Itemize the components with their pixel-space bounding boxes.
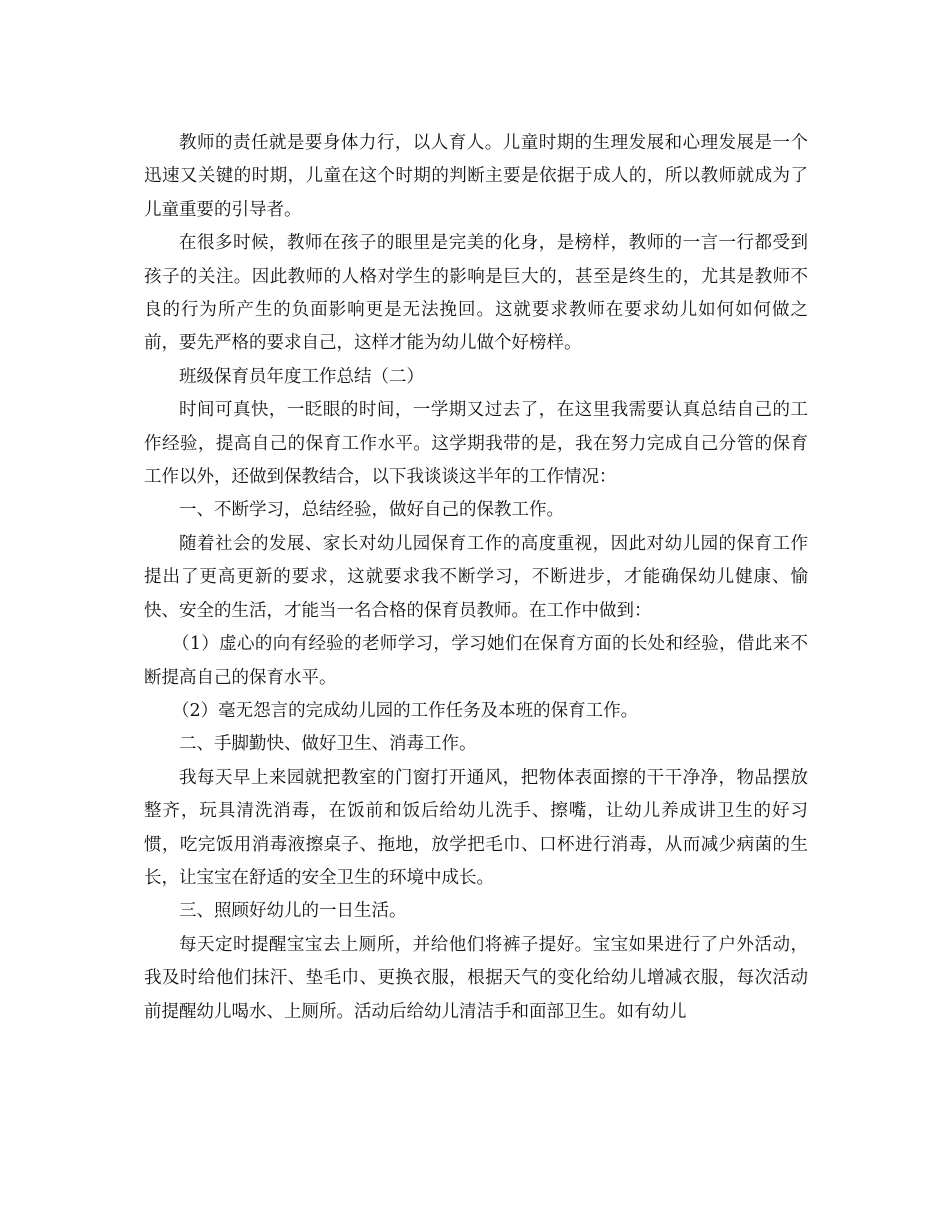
paragraph-hygiene: 我每天早上来园就把教室的门窗打开通风，把物体表面擦的干干净净，物品摆放整齐，玩具清洗消毒，在饭前和饭后给幼儿洗手、擦嘴，让幼儿养成讲卫生的好习惯，吃完饭用消毒液擦桌子、拖地，放学把毛巾、口杯进行消毒，从而减少病菌的生长，让宝宝在舒适的安全卫生的环境中成长。 [144, 767, 808, 888]
paragraph-daily-care: 每天定时提醒宝宝去上厕所，并给他们将裤子提好。宝宝如果进行了户外活动，我及时给他们抹汗、垫毛巾、更换衣服，根据天气的变化给幼儿增减衣服，每次活动前提醒幼儿喝水、上厕所。活动后给幼儿清洁手和面部卫生。如有幼儿 [144, 934, 808, 1022]
heading-one: 一、不断学习，总结经验，做好自己的保教工作。 [179, 500, 564, 521]
heading-two: 二、手脚勤快、做好卫生、消毒工作。 [179, 734, 477, 755]
list-item-1: （1）虚心的向有经验的老师学习，学习她们在保育方面的长处和经验，借此来不断提高自己的保育水平。 [144, 634, 808, 688]
heading-three: 三、照顾好幼儿的一日生活。 [179, 901, 407, 922]
paragraph-teacher-responsibility: 教师的责任就是要身体力行，以人育人。儿童时期的生理发展和心理发展是一个迅速又关键的时期，儿童在这个时期的判断主要是依据于成人的，所以教师就成为了儿童重要的引导者。 [144, 133, 808, 220]
paragraph-learning: 随着社会的发展、家长对幼儿园保育工作的高度重视，因此对幼儿园的保育工作提出了更高更新的要求，这就要求我不断学习，不断进步，才能确保幼儿健康、愉快、安全的生活，才能当一名合格的保育员教师。在工作中做到： [144, 533, 808, 621]
list-item-2: （2）毫无怨言的完成幼儿园的工作任务及本班的保育工作。 [172, 700, 639, 721]
paragraph-intro: 时间可真快，一眨眼的时间，一学期又过去了，在这里我需要认真总结自己的工作经验，提高自己的保育工作水平。这学期我带的是，我在努力完成自己分管的保育工作以外，还做到保教结合，以下我谈谈这半年的工作情况： [144, 400, 808, 488]
section-title: 班级保育员年度工作总结（二） [179, 366, 424, 387]
paragraph-role-model: 在很多时候，教师在孩子的眼里是完美的化身，是榜样，教师的一言一行都受到孩子的关注。因此教师的人格对学生的影响是巨大的，甚至是终生的，尤其是教师不良的行为所产生的负面影响更是无法挽回。这就要求教师在要求幼儿如何如何做之前，要先严格的要求自己，这样才能为幼儿做个好榜样。 [144, 233, 808, 354]
document-body [144, 127, 808, 1029]
